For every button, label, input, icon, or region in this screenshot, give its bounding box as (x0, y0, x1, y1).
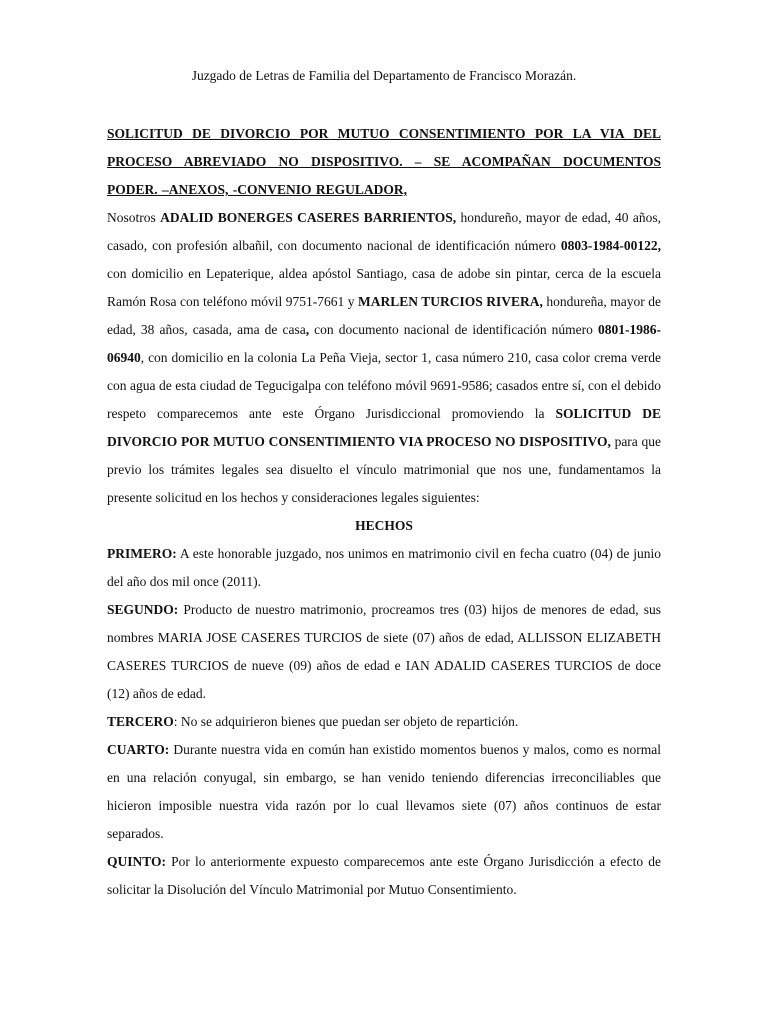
intro-text-3: con domicilio en Lepaterique, aldea apóstol Santiago, casa de adobe sin pintar, cerca de la escuela Ramón Rosa con teléfono móvil 9751-7661 y (107, 266, 661, 309)
request-title: SOLICITUD DE DIVORCIO POR MUTUO CONSENTIMIENTO VIA PROCESO NO DISPOSITIVO, (107, 406, 662, 449)
hechos-heading: HECHOS (355, 518, 413, 533)
hecho-label: PRIMERO: (107, 546, 177, 561)
petitioner-2-id: 0801-1986-06940 (107, 322, 661, 365)
hecho-text: Durante nuestra vida en común han existido momentos buenos y malos, como es normal en una relación conyugal, sin embargo, se han venido teniendo diferencias irreconciliables que hicieron imposible nuestra vida razón por lo cual llevamos siete (07) años continuos de estar separados. (107, 742, 661, 841)
document-body (107, 120, 661, 904)
hecho-text: : No se adquirieron bienes que puedan ser objeto de repartición. (173, 714, 519, 729)
petitioner-2-name: MARLEN TURCIOS RIVERA, (358, 294, 543, 309)
petitioner-1-name: ADALID BONERGES CASERES BARRIENTOS, (160, 210, 457, 225)
hecho-label: CUARTO: (107, 742, 170, 757)
court-header: Juzgado de Letras de Familia del Departamento de Francisco Morazán. (191, 68, 577, 83)
hecho-primero (107, 540, 661, 596)
hecho-text: A este honorable juzgado, nos unimos en matrimonio civil en fecha cuatro (04) de junio del año dos mil once (2011). (107, 546, 661, 589)
hecho-label: SEGUNDO: (107, 602, 179, 617)
hecho-tercero (107, 708, 661, 736)
intro-text-2: hondureño, mayor de edad, 40 años, casado, con profesión albañil, con documento nacional de identificación número (107, 210, 662, 253)
intro-text-6: , con domicilio en la colonia La Peña Vieja, sector 1, casa número 210, casa color crema verde con agua de esta ciudad de Tegucigalpa con teléfono móvil 9691-9586; casados entre sí, con el debido respeto comparecemos ante este Órgano Jurisdiccional promoviendo la (107, 350, 661, 421)
hecho-quinto (107, 848, 661, 904)
intro-comma: , (305, 322, 310, 337)
intro-text-7: para que previo los trámites legales sea disuelto el vínculo matrimonial que nos une, fundamentamos la presente solicitud en los hechos y consideraciones legales siguientes: (107, 434, 661, 505)
intro-text-1: Nosotros (107, 210, 161, 225)
intro-text-5: con documento nacional de identificación número (309, 322, 598, 337)
hecho-segundo (107, 596, 661, 708)
hecho-text: Por lo anteriormente expuesto comparecemos ante este Órgano Jurisdicción a efecto de solicitar la Disolución del Vínculo Matrimonial por Mutuo Consentimiento. (107, 854, 661, 897)
hecho-text: Producto de nuestro matrimonio, procreamos tres (03) hijos de menores de edad, sus nombres MARIA JOSE CASERES TURCIOS de siete (07) años de edad, ALLISSON ELIZABETH CASERES TURCIOS de nueve (09) años de edad e IAN ADALID CASERES TURCIOS de doce (12) años de edad. (107, 602, 661, 701)
intro-text-4: hondureña, mayor de edad, 38 años, casada, ama de casa (107, 294, 661, 337)
hecho-label: QUINTO: (107, 854, 167, 869)
document-title: SOLICITUD DE DIVORCIO POR MUTUO CONSENTIMIENTO POR LA VIA DEL PROCESO ABREVIADO NO DISPOSITIVO. – SE ACOMPAÑAN DOCUMENTOS PODER. –ANEXOS, -CONVENIO REGULADOR, (107, 126, 661, 197)
petitioner-1-id: 0803-1984-00122, (560, 238, 661, 253)
intro-paragraph (107, 204, 661, 512)
hecho-label: TERCERO (107, 714, 174, 729)
hecho-cuarto (107, 736, 661, 848)
